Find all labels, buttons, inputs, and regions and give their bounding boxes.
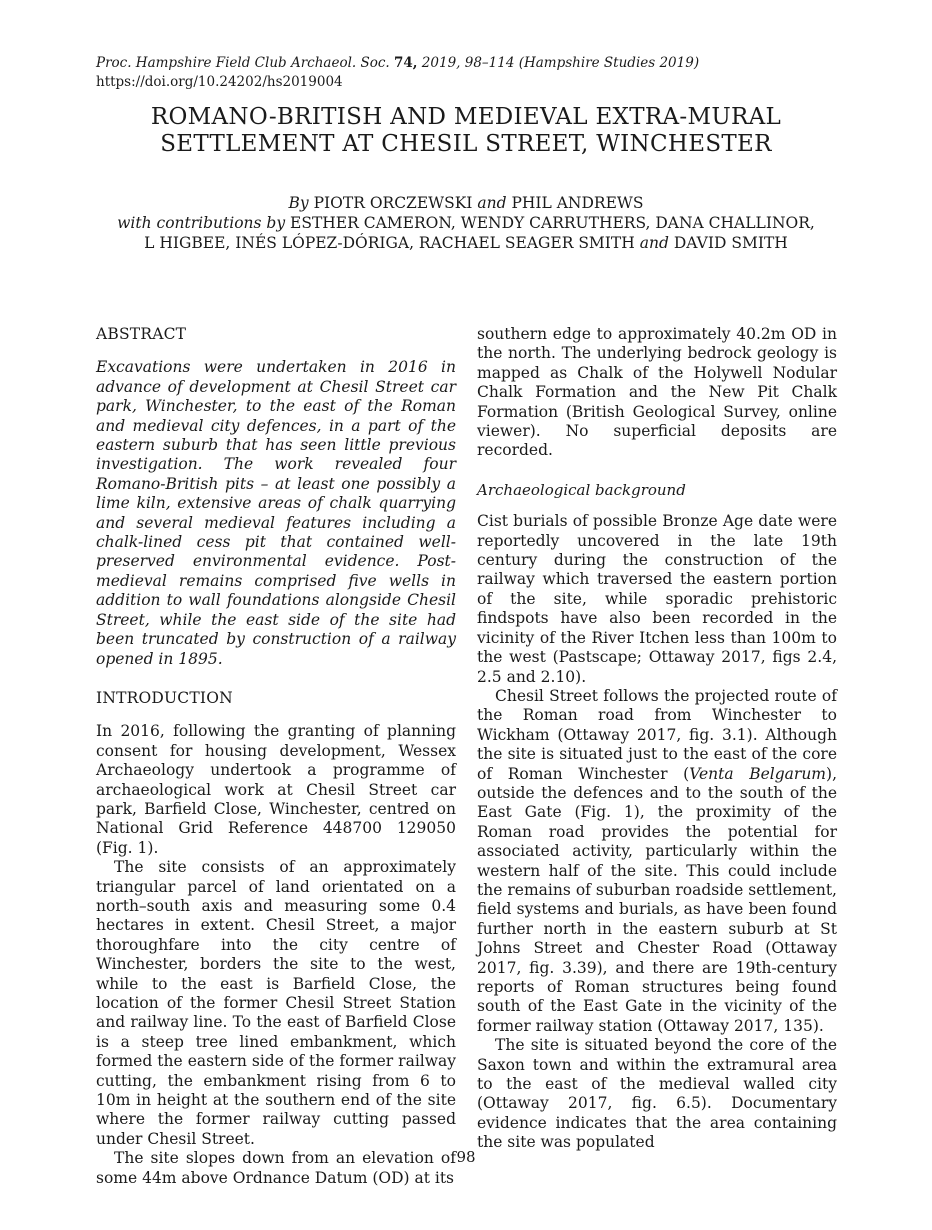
- intro-paragraph-2: The site consists of an approximately triangular parcel of land orientated on a north–south axis and measuring some 0.4 hectares in extent. Chesil Street, a major thoroughfare into the city centre of Winchester, borders the site to the west, while to the east is Barfield Close, the location of the former Chesil Street Station and railway line. To the east of Barfield Close is a steep tree lined embankment, which formed the eastern side of the former railway cutting, the embankment rising from 6 to 10m in height at the southern end of the site where the former railway cutting passed under Chesil Street.: [96, 858, 456, 1148]
- background-paragraph-2: [477, 687, 837, 1036]
- author-2: PHIL ANDREWS: [511, 194, 644, 212]
- right-column: [477, 325, 837, 1153]
- venta-belgarum: Venta Belgarum: [689, 764, 827, 783]
- title-line-2: SETTLEMENT AT CHESIL STREET, WINCHESTER: [160, 131, 772, 157]
- journal-volume: 74,: [394, 55, 418, 71]
- journal-name: Proc. Hampshire Field Club Archaeol. Soc.: [96, 55, 390, 71]
- journal-details: 2019, 98–114 (Hampshire Studies 2019): [421, 55, 700, 71]
- abstract-text: Excavations were undertaken in 2016 in advance of development at Chesil Street car park, Winchester, to the east of the Roman and medieval city defences, in a part of the eastern suburb that has seen little previous investigation. The work revealed four Romano-British pits – at least one possibly a lime kiln, extensive areas of chalk quarrying and several medieval features including a chalk-lined cess pit that contained well-preserved environmental evidence. Post-medieval remains comprised five wells in addition to wall foundations alongside Chesil Street, while the east side of the site had been truncated by construction of a railway opened in 1895.: [96, 358, 456, 668]
- page-number: 98: [456, 1148, 476, 1166]
- primary-authors: [60, 193, 872, 213]
- contributors-line-2: [60, 233, 872, 253]
- contributors-2a: L HIGBEE, INÉS LÓPEZ-DÓRIGA, RACHAEL SEAGER SMITH: [144, 234, 635, 252]
- contributors-2b: DAVID SMITH: [673, 234, 788, 252]
- author-1: PIOTR ORCZEWSKI: [313, 194, 473, 212]
- background-heading: Archaeological background: [477, 480, 686, 499]
- and-label: and: [477, 194, 507, 212]
- bg-p2-part-b: ), outside the defences and to the south of the East Gate (Fig. 1), the proximity of the Roman road provides the potential for associated activity, particularly within the western half of the site. This could include the remains of suburban roadside settlement, field systems and burials, as have been found further north in the eastern suburb at St Johns Street and Chester Road (Ottaway 2017, fig. 3.39), and there are 19th-century reports of Roman structures being found south of the East Gate in the vicinity of the former railway station (Ottaway 2017, 135).: [477, 764, 837, 1035]
- contributors-line-1: [60, 213, 872, 233]
- author-block: [60, 193, 872, 253]
- background-paragraph-1: Cist burials of possible Bronze Age date were reportedly uncovered in the late 19th century during the construction of the railway which traversed the eastern portion of the site, while sporadic prehistoric findspots have also been recorded in the vicinity of the River Itchen less than 100m to the west (Pastscape; Ottaway 2017, figs 2.4, 2.5 and 2.10).: [477, 512, 837, 686]
- intro-paragraph-3: The site slopes down from an elevation of some 44m above Ordnance Datum (OD) at its: [96, 1149, 456, 1187]
- article-title: [60, 104, 872, 158]
- contributors-1: ESTHER CAMERON, WENDY CARRUTHERS, DANA CHALLINOR,: [290, 214, 815, 232]
- by-label: By: [288, 194, 309, 212]
- doi-link[interactable]: https://doi.org/10.24202/hs2019004: [96, 74, 343, 90]
- background-paragraph-3: The site is situated beyond the core of the Saxon town and within the extramural area to the east of the medieval walled city (Ottaway 2017, fig. 6.5). Documentary evidence indicates that the area containing the site was populated: [477, 1036, 837, 1152]
- intro-paragraph-1: In 2016, following the granting of planning consent for housing development, Wessex Archaeology undertook a programme of archaeological work at Chesil Street car park, Barfield Close, Winchester, centred on National Grid Reference 448700 129050 (Fig. 1).: [96, 722, 456, 857]
- journal-header: [96, 54, 699, 92]
- introduction-heading: INTRODUCTION: [96, 688, 233, 707]
- citation-line: [96, 54, 699, 73]
- bg-p2-part-a: Chesil Street follows the projected route of the Roman road from Winchester to Wickham (Ottaway 2017, fig. 3.1). Although the site is situated just to the east of the core of Roman Winchester (: [477, 686, 837, 783]
- left-column: [96, 325, 456, 1188]
- abstract-heading: ABSTRACT: [96, 325, 187, 343]
- contrib-label: with contributions by: [117, 214, 286, 232]
- intro-paragraph-3-continued: southern edge to approximately 40.2m OD in the north. The underlying bedrock geology is mapped as Chalk of the Holywell Nodular Chalk Formation and the New Pit Chalk Formation (British Geological Survey, online viewer). No superficial deposits are recorded.: [477, 325, 837, 460]
- and-label-2: and: [639, 234, 669, 252]
- title-line-1: ROMANO-BRITISH AND MEDIEVAL EXTRA-MURAL: [150, 104, 782, 130]
